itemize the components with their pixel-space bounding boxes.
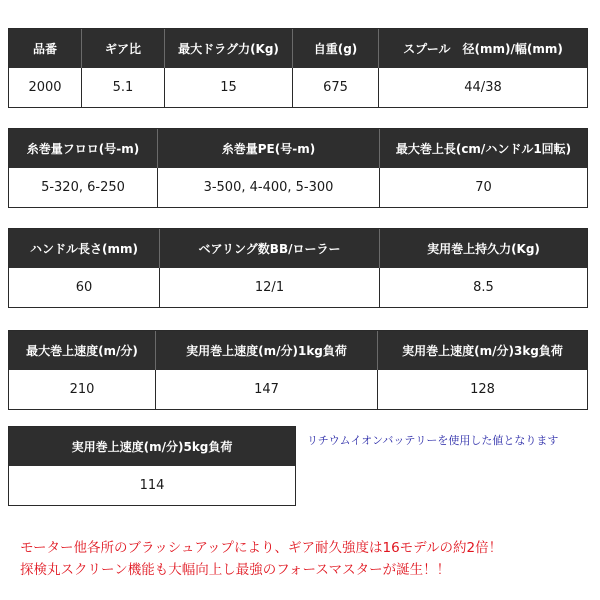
value-spool-size: 44/38	[378, 68, 587, 107]
header-handle-length: ハンドル長さ(mm)	[9, 229, 159, 268]
value-line-capacity-fluoro: 5-320, 6-250	[9, 168, 157, 207]
value-speed-5kg: 114	[9, 466, 295, 505]
promo-line-1: モーター他各所のブラッシュアップにより、ギア耐久強度は16モデルの約2倍！	[20, 540, 503, 556]
value-handle-length: 60	[9, 268, 159, 307]
header-speed-5kg: 実用巻上速度(m/分)5kg負荷	[9, 427, 295, 466]
value-max-drag: 15	[164, 68, 292, 107]
spec-table-1	[8, 28, 588, 108]
value-speed-1kg: 147	[155, 370, 377, 409]
header-speed-3kg: 実用巻上速度(m/分)3kg負荷	[377, 331, 587, 370]
header-line-capacity-fluoro: 糸巻量フロロ(号-m)	[9, 129, 157, 168]
header-weight: 自重(g)	[292, 29, 378, 68]
value-gear-ratio: 5.1	[81, 68, 164, 107]
battery-note: リチウムイオンバッテリーを使用した値となります	[307, 434, 559, 447]
header-spool-size: スプール 径(mm)/幅(mm)	[378, 29, 587, 68]
value-speed-3kg: 128	[377, 370, 587, 409]
value-bearings: 12/1	[159, 268, 379, 307]
value-model: 2000	[9, 68, 81, 107]
spec-table-2	[8, 128, 588, 208]
value-max-winding-speed: 210	[9, 370, 155, 409]
header-max-winding-speed: 最大巻上速度(m/分)	[9, 331, 155, 370]
header-max-drag: 最大ドラグ力(Kg)	[164, 29, 292, 68]
value-line-capacity-pe: 3-500, 4-400, 5-300	[157, 168, 379, 207]
header-winding-power: 実用巻上持久力(Kg)	[379, 229, 587, 268]
header-gear-ratio: ギア比	[81, 29, 164, 68]
header-speed-1kg: 実用巻上速度(m/分)1kg負荷	[155, 331, 377, 370]
spec-table-3	[8, 228, 588, 308]
value-winding-power: 8.5	[379, 268, 587, 307]
header-line-capacity-pe: 糸巻量PE(号-m)	[157, 129, 379, 168]
spec-table-4	[8, 330, 588, 410]
value-weight: 675	[292, 68, 378, 107]
spec-table-5	[8, 426, 296, 506]
promo-line-2: 探検丸スクリーン機能も大幅向上し最強のフォースマスターが誕生！！	[20, 562, 451, 578]
header-bearings: ベアリング数BB/ローラー	[159, 229, 379, 268]
header-model: 品番	[9, 29, 81, 68]
header-max-retrieve: 最大巻上長(cm/ハンドル1回転)	[379, 129, 587, 168]
value-max-retrieve: 70	[379, 168, 587, 207]
